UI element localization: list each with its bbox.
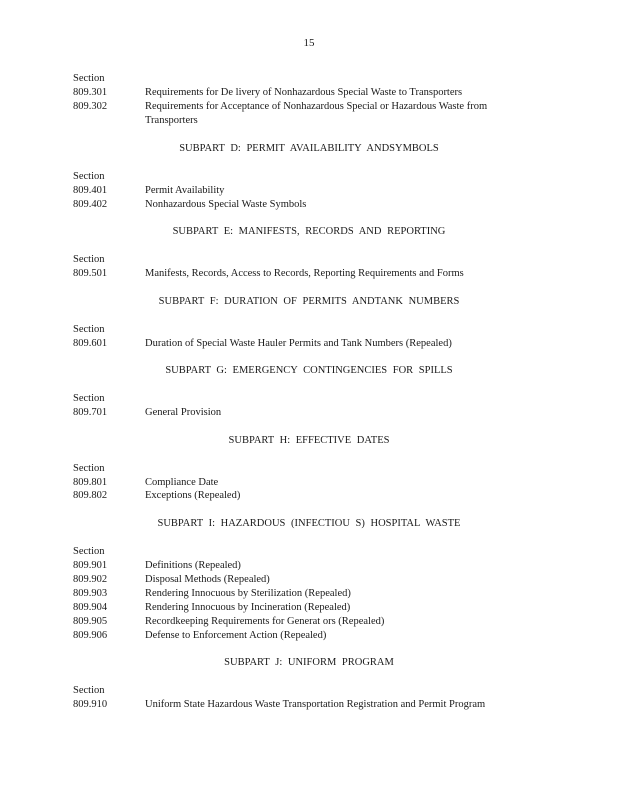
section-label: Section <box>73 254 105 265</box>
section-title: Rendering Innocuous by Sterilization (Repealed) <box>145 588 351 599</box>
section-number: 809.701 <box>73 407 108 418</box>
section-number: 809.906 <box>73 630 108 641</box>
section-number: 809.402 <box>73 199 108 210</box>
section-title: Requirements for Acceptance of Nonhazardous Special or Hazardous Waste from Transporters <box>145 101 488 126</box>
section-title: Duration of Special Waste Hauler Permits and Tank Numbers (Repealed) <box>145 338 452 349</box>
section-title: Requirements for De livery of Nonhazardous Special Waste to Transporters <box>145 87 463 98</box>
section-title: Exceptions (Repealed) <box>145 490 241 501</box>
section-label: Section <box>73 73 105 84</box>
section-label: Section <box>73 324 105 335</box>
subpart-heading: SUBPART F: DURATION OF PERMITS ANDTANK NUMBERS <box>158 296 460 307</box>
section-title: Compliance Date <box>145 477 219 488</box>
section-number: 809.601 <box>73 338 108 349</box>
section-number: 809.905 <box>73 616 108 627</box>
section-number: 809.901 <box>73 560 108 571</box>
section-title: Defense to Enforcement Action (Repealed) <box>145 630 327 641</box>
section-title: Definitions (Repealed) <box>145 560 241 571</box>
section-title: Uniform State Hazardous Waste Transportation Registration and Permit Program <box>145 699 486 710</box>
section-number: 809.301 <box>73 87 108 98</box>
section-number: 809.903 <box>73 588 108 599</box>
section-title: Permit Availability <box>145 185 225 196</box>
subpart-heading: SUBPART H: EFFECTIVE DATES <box>228 435 390 446</box>
section-number: 809.904 <box>73 602 108 613</box>
section-number: 809.501 <box>73 268 108 279</box>
section-number: 809.302 <box>73 101 108 112</box>
subpart-heading: SUBPART I: HAZARDOUS (INFECTIOU S) HOSPITAL WASTE <box>157 518 461 529</box>
section-label: Section <box>73 685 105 696</box>
section-label: Section <box>73 546 105 557</box>
page-number: 15 <box>303 37 315 49</box>
section-label: Section <box>73 463 105 474</box>
section-label: Section <box>73 171 105 182</box>
section-number: 809.910 <box>73 699 108 710</box>
section-title: Rendering Innocuous by Incineration (Repealed) <box>145 602 351 613</box>
section-number: 809.801 <box>73 477 108 488</box>
subpart-heading: SUBPART D: PERMIT AVAILABILITY ANDSYMBOLS <box>179 143 439 154</box>
section-label: Section <box>73 393 105 404</box>
subpart-heading: SUBPART G: EMERGENCY CONTINGENCIES FOR SPILLS <box>165 365 453 376</box>
section-title: General Provision <box>145 407 222 418</box>
section-title: Recordkeeping Requirements for Generat ors (Repealed) <box>145 616 385 627</box>
subpart-heading: SUBPART J: UNIFORM PROGRAM <box>224 657 394 668</box>
subpart-heading: SUBPART E: MANIFESTS, RECORDS AND REPORTING <box>172 226 446 237</box>
section-number: 809.401 <box>73 185 108 196</box>
section-title: Disposal Methods (Repealed) <box>145 574 270 585</box>
section-number: 809.902 <box>73 574 108 585</box>
section-title: Manifests, Records, Access to Records, Reporting Requirements and Forms <box>145 268 464 279</box>
section-number: 809.802 <box>73 490 108 501</box>
section-title: Nonhazardous Special Waste Symbols <box>145 199 307 210</box>
